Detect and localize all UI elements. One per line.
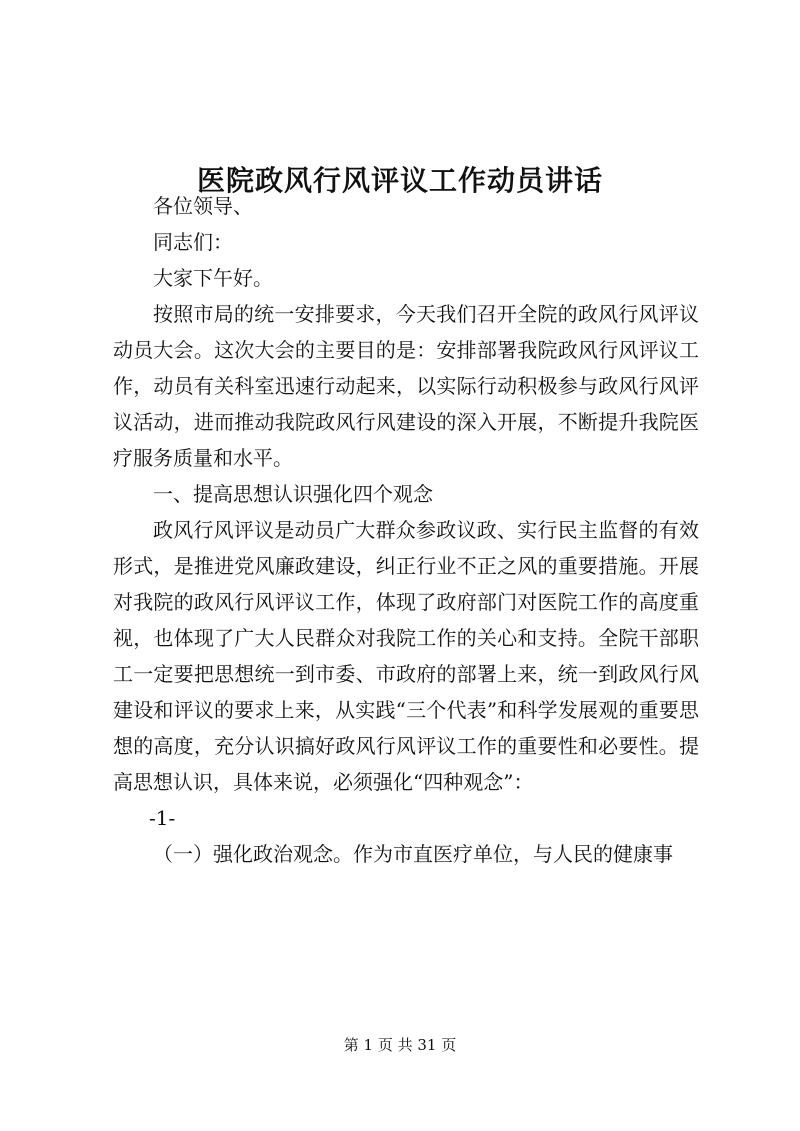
document-title: 医院政风行风评议工作动员讲话: [196, 163, 603, 197]
inline-page-marker: -1-: [149, 806, 176, 830]
section-paragraph: 政风行风评议是动员广大群众参政议政、实行民主监督的有效形式，是推进党风廉政建设，纠正行业不正之风的重要措施。开展对我院的政风行风评议工作，体现了政府部门对医院工作的高度重视，也体现了广大人民群众对我院工作的关心和支持。全院干部职工一定要把思想统一到市委、市政府的部署上来，统一到政风行风建设和评议的要求上来，从实践“三个代表”和科学发展观的重要思想的高度，充分认识搞好政风行风评议工作的重要性和必要性。提高思想认识，具体来说，必须强化“四种观念”：: [113, 518, 699, 794]
page-footer: 第 1 页 共 31 页: [343, 1036, 457, 1054]
document-body: [113, 188, 699, 872]
section-heading: 一、提高思想认识强化四个观念: [153, 482, 433, 506]
greeting: 大家下午好。: [153, 266, 273, 290]
salutation-comrades: 同志们：: [153, 230, 233, 254]
salutation-leaders: 各位领导、: [153, 194, 253, 218]
continuation-paragraph: （一）强化政治观念。作为市直医疗单位，与人民的健康事: [153, 842, 673, 866]
intro-paragraph: 按照市局的统一安排要求，今天我们召开全院的政风行风评议动员大会。这次大会的主要目的是：安排部署我院政风行风评议工作，动员有关科室迅速行动起来，以实际行动积极参与政风行风评议活动，进而推动我院政风行风建设的深入开展，不断提升我院医疗服务质量和水平。: [113, 302, 699, 470]
